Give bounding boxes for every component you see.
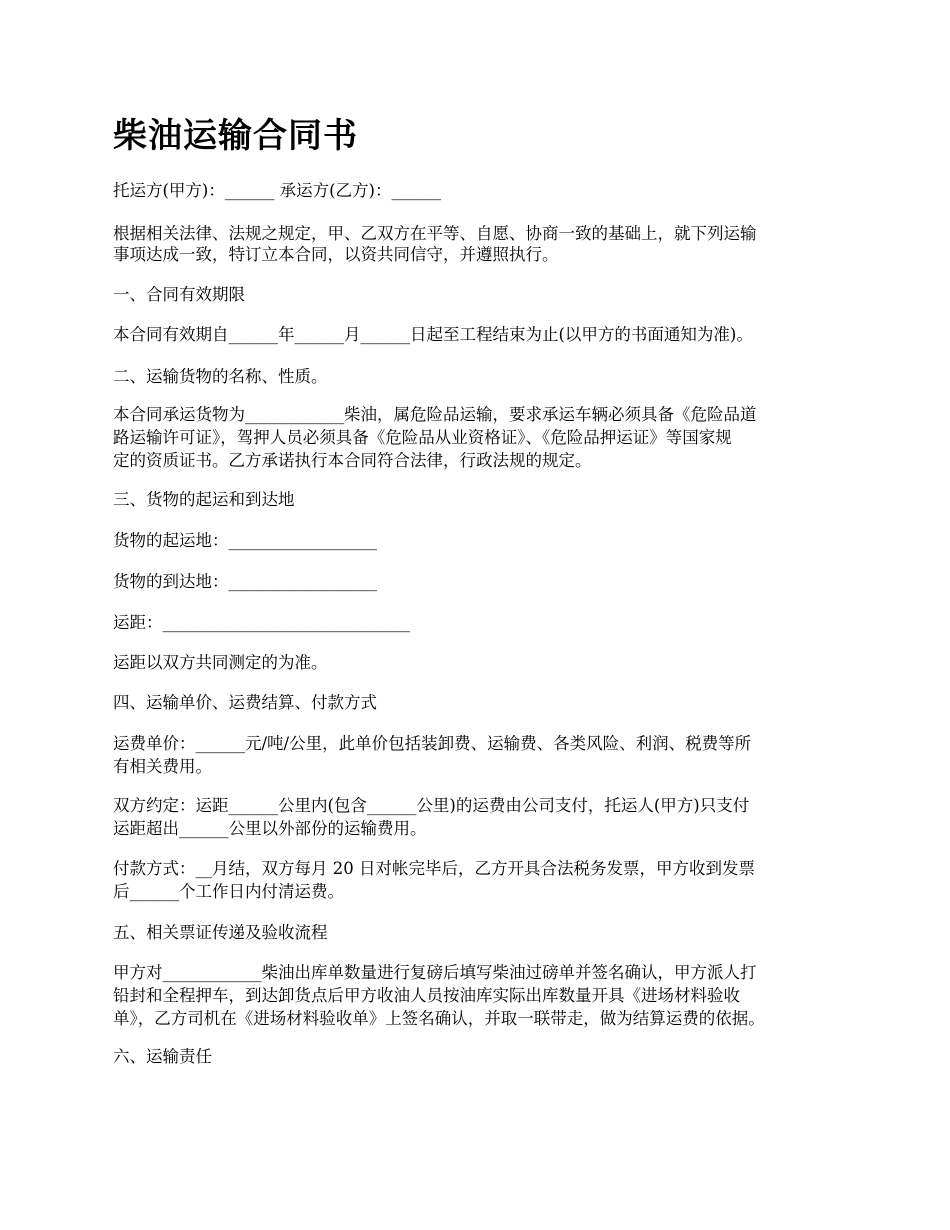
payment-line-1: 付款方式：__月结，双方每月 20 日对帐完毕后，乙方开具合法税务发票，甲方收到发票 (113, 859, 755, 878)
section-heading-5: 五、相关票证传递及验收流程 (113, 923, 328, 942)
goods-line-2: 路运输许可证》，驾押人员必须具备《危险品从业资格证》、《危险品押运证》等国家规 (113, 428, 732, 447)
parties-line: 托运方(甲方)：______ 承运方(乙方)：______ (113, 181, 441, 200)
preamble-line-2: 事项达成一致，特订立本合同，以资共同信守，并遵照执行。 (113, 245, 559, 264)
goods-line-1: 本合同承运货物为____________柴油，属危险品运输，要求承运车辆必须具备《危险品道 (113, 405, 757, 424)
origin-line: 货物的起运地：__________________ (113, 531, 377, 550)
section-heading-2: 二、运输货物的名称、性质。 (113, 367, 328, 386)
destination-line: 货物的到达地：__________________ (113, 572, 377, 591)
agreement-line-2: 运距超出______公里以外部份的运输费用。 (113, 819, 427, 838)
section-heading-4: 四、运输单价、运费结算、付款方式 (113, 693, 377, 712)
distance-note-line: 运距以双方共同测定的为准。 (113, 653, 328, 672)
acceptance-line-3: 单》，乙方司机在《进场材料验收单》上签名确认，并取一联带走，做为结算运费的依据。 (113, 1009, 765, 1028)
validity-line: 本合同有效期自______年______月______日起至工程结束为止(以甲方的书面通知为准)。 (113, 325, 753, 344)
section-heading-1: 一、合同有效期限 (113, 285, 245, 304)
unit-price-line-1: 运费单价：______元/吨/公里，此单价包括装卸费、运输费、各类风险、利润、税费等所 (113, 734, 752, 753)
unit-price-line-2: 有相关费用。 (113, 757, 212, 776)
section-heading-3: 三、货物的起运和到达地 (113, 490, 295, 509)
payment-line-2: 后______个工作日内付清运费。 (113, 882, 344, 901)
agreement-line-1: 双方约定：运距______公里内(包含______公里)的运费由公司支付，托运人(甲方)只支付 (113, 796, 750, 815)
acceptance-line-1: 甲方对____________柴油出库单数量进行复磅后填写柴油过磅单并签名确认，甲方派人打 (113, 963, 757, 982)
distance-line: 运距：______________________________ (113, 613, 410, 632)
preamble-line-1: 根据相关法律、法规之规定，甲、乙双方在平等、自愿、协商一致的基础上，就下列运输 (113, 224, 757, 243)
goods-line-3: 定的资质证书。乙方承诺执行本合同符合法律，行政法规的规定。 (113, 451, 592, 470)
section-heading-6: 六、运输责任 (113, 1047, 212, 1066)
acceptance-line-2: 铅封和全程押车，到达卸货点后甲方收油人员按油库实际出库数量开具《进场材料验收 (113, 986, 740, 1005)
document-title: 柴油运输合同书 (113, 116, 358, 156)
